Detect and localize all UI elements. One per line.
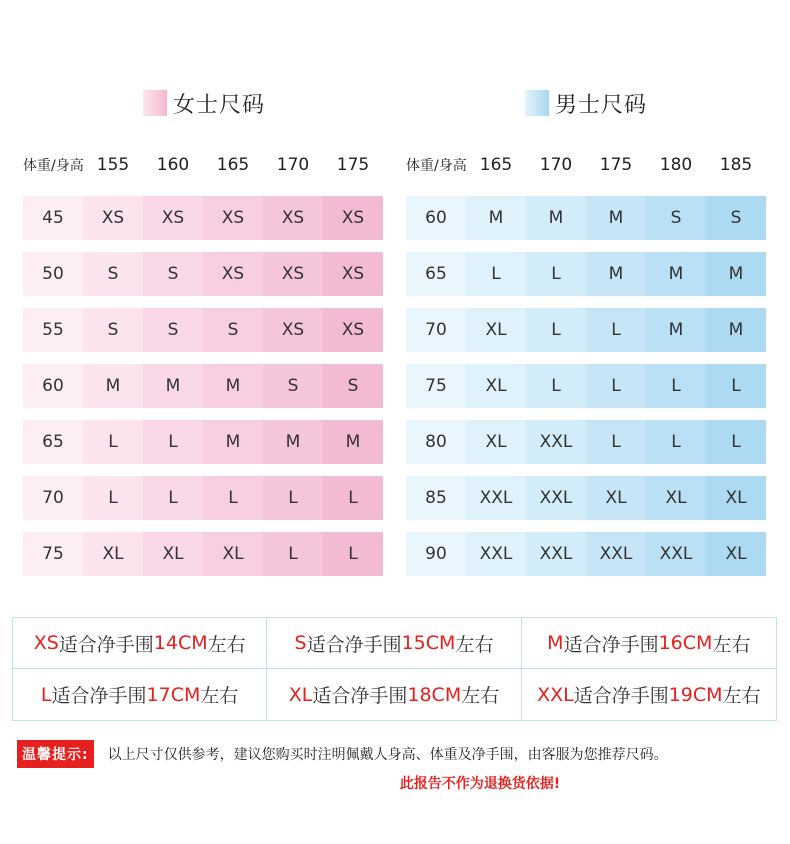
women-size-cell: L	[203, 476, 263, 520]
women-size-cell: XS	[323, 196, 383, 240]
women-size-cell: XS	[323, 308, 383, 352]
men-size-cell: L	[646, 364, 706, 408]
women-size-cell: S	[323, 364, 383, 408]
women-table-row	[23, 476, 383, 520]
men-size-cell: M	[586, 196, 646, 240]
women-size-cell: L	[83, 476, 143, 520]
women-rows	[23, 196, 383, 576]
women-header-label: 体重/身高	[23, 158, 84, 174]
women-size-cell: XL	[143, 532, 203, 576]
women-size-cell: M	[143, 364, 203, 408]
men-size-cell: M	[646, 308, 706, 352]
women-header-row	[23, 150, 383, 180]
men-size-cell: XL	[586, 476, 646, 520]
men-size-title	[525, 88, 647, 118]
women-size-cell: XL	[83, 532, 143, 576]
men-height-185: 185	[719, 155, 753, 175]
women-size-cell: XS	[203, 252, 263, 296]
men-size-cell: XL	[466, 308, 526, 352]
women-table-row	[23, 532, 383, 576]
men-table-row	[406, 308, 766, 352]
women-size-cell: XL	[203, 532, 263, 576]
men-size-cell: XXL	[646, 532, 706, 576]
men-size-cell: M	[706, 252, 766, 296]
men-size-cell: L	[586, 364, 646, 408]
men-table-row	[406, 196, 766, 240]
men-size-cell: XL	[706, 476, 766, 520]
women-size-cell: L	[143, 420, 203, 464]
women-size-cell: L	[143, 476, 203, 520]
women-title-text: 女士尺码	[173, 92, 266, 118]
men-header-label: 体重/身高	[406, 158, 467, 174]
men-size-cell: XL	[646, 476, 706, 520]
men-size-cell: XXL	[526, 476, 586, 520]
women-size-cell: S	[203, 308, 263, 352]
men-weight-cell: 60	[406, 196, 466, 240]
glove-size-grid	[12, 617, 777, 721]
men-size-cell: XL	[706, 532, 766, 576]
women-size-cell: XS	[203, 196, 263, 240]
pink-swatch-icon	[143, 90, 167, 116]
women-size-cell: S	[143, 252, 203, 296]
tip-text: 以上尺寸仅供参考，建议您购买时注明佩戴人身高、体重及净手围，由客服为您推荐尺码。	[107, 747, 668, 763]
glove-size-xl: XL 适合净手围 18CM 左右	[267, 669, 521, 720]
men-size-cell: XL	[466, 420, 526, 464]
men-weight-cell: 65	[406, 252, 466, 296]
women-size-cell: XS	[263, 308, 323, 352]
men-weight-cell: 80	[406, 420, 466, 464]
women-size-cell: S	[83, 252, 143, 296]
men-size-cell: L	[586, 308, 646, 352]
glove-size-l: L 适合净手围 17CM 左右	[13, 669, 267, 720]
women-weight-cell: 60	[23, 364, 83, 408]
men-table-row	[406, 420, 766, 464]
women-size-cell: L	[323, 532, 383, 576]
men-size-cell: L	[706, 364, 766, 408]
men-size-cell: L	[526, 252, 586, 296]
women-weight-cell: 45	[23, 196, 83, 240]
women-size-cell: M	[323, 420, 383, 464]
men-size-cell: M	[526, 196, 586, 240]
women-height-175: 175	[336, 155, 370, 175]
men-size-cell: M	[646, 252, 706, 296]
men-weight-cell: 75	[406, 364, 466, 408]
men-header-row	[406, 150, 766, 180]
men-table-row	[406, 364, 766, 408]
women-size-cell: XS	[263, 196, 323, 240]
women-size-cell: M	[203, 420, 263, 464]
women-size-cell: XS	[263, 252, 323, 296]
men-table-row	[406, 476, 766, 520]
women-weight-cell: 55	[23, 308, 83, 352]
men-height-170: 170	[539, 155, 573, 175]
men-size-cell: XXL	[466, 476, 526, 520]
men-weight-cell: 70	[406, 308, 466, 352]
tip-badge: 温馨提示:	[17, 740, 94, 768]
women-size-cell: S	[263, 364, 323, 408]
women-height-160: 160	[156, 155, 190, 175]
men-title-text: 男士尺码	[555, 92, 648, 118]
men-size-cell: L	[466, 252, 526, 296]
men-size-cell: L	[586, 420, 646, 464]
women-table-row	[23, 420, 383, 464]
men-size-cell: M	[586, 252, 646, 296]
women-height-170: 170	[276, 155, 310, 175]
women-table-row	[23, 252, 383, 296]
men-height-180: 180	[659, 155, 693, 175]
glove-size-xs: XS 适合净手围 14CM 左右	[13, 618, 267, 669]
women-size-cell: XS	[143, 196, 203, 240]
women-size-cell: L	[263, 532, 323, 576]
men-weight-cell: 85	[406, 476, 466, 520]
men-size-cell: M	[706, 308, 766, 352]
men-size-table	[406, 150, 766, 588]
glove-size-s: S 适合净手围 15CM 左右	[267, 618, 521, 669]
women-weight-cell: 75	[23, 532, 83, 576]
men-size-cell: XL	[466, 364, 526, 408]
women-size-title	[143, 88, 265, 118]
men-size-cell: XXL	[526, 420, 586, 464]
men-size-cell: S	[646, 196, 706, 240]
women-weight-cell: 50	[23, 252, 83, 296]
men-size-cell: L	[526, 364, 586, 408]
women-size-cell: XS	[323, 252, 383, 296]
men-size-cell: L	[706, 420, 766, 464]
women-size-cell: M	[263, 420, 323, 464]
women-size-cell: M	[203, 364, 263, 408]
men-size-cell: L	[526, 308, 586, 352]
women-size-cell: S	[83, 308, 143, 352]
women-size-table	[23, 150, 383, 588]
blue-swatch-icon	[525, 90, 549, 116]
women-table-row	[23, 308, 383, 352]
women-size-cell: M	[83, 364, 143, 408]
women-size-cell: L	[323, 476, 383, 520]
women-weight-cell: 70	[23, 476, 83, 520]
men-size-cell: XXL	[466, 532, 526, 576]
return-policy-warning: 此报告不作为退换货依据!	[399, 776, 561, 792]
men-height-175: 175	[599, 155, 633, 175]
women-table-row	[23, 196, 383, 240]
women-table-row	[23, 364, 383, 408]
tip-row	[17, 740, 668, 768]
women-size-cell: S	[143, 308, 203, 352]
women-height-165: 165	[216, 155, 250, 175]
men-height-165: 165	[479, 155, 513, 175]
glove-size-xxl: XXL 适合净手围 19CM 左右	[537, 683, 761, 707]
men-weight-cell: 90	[406, 532, 466, 576]
men-size-cell: XXL	[586, 532, 646, 576]
men-size-cell: M	[466, 196, 526, 240]
men-size-cell: S	[706, 196, 766, 240]
men-size-cell: L	[646, 420, 706, 464]
women-size-cell: XS	[83, 196, 143, 240]
women-size-cell: L	[83, 420, 143, 464]
men-table-row	[406, 532, 766, 576]
women-height-155: 155	[96, 155, 130, 175]
men-rows	[406, 196, 766, 576]
men-table-row	[406, 252, 766, 296]
men-size-cell: XXL	[526, 532, 586, 576]
women-weight-cell: 65	[23, 420, 83, 464]
women-size-cell: L	[263, 476, 323, 520]
glove-size-m: M 适合净手围 16CM 左右	[522, 618, 776, 669]
